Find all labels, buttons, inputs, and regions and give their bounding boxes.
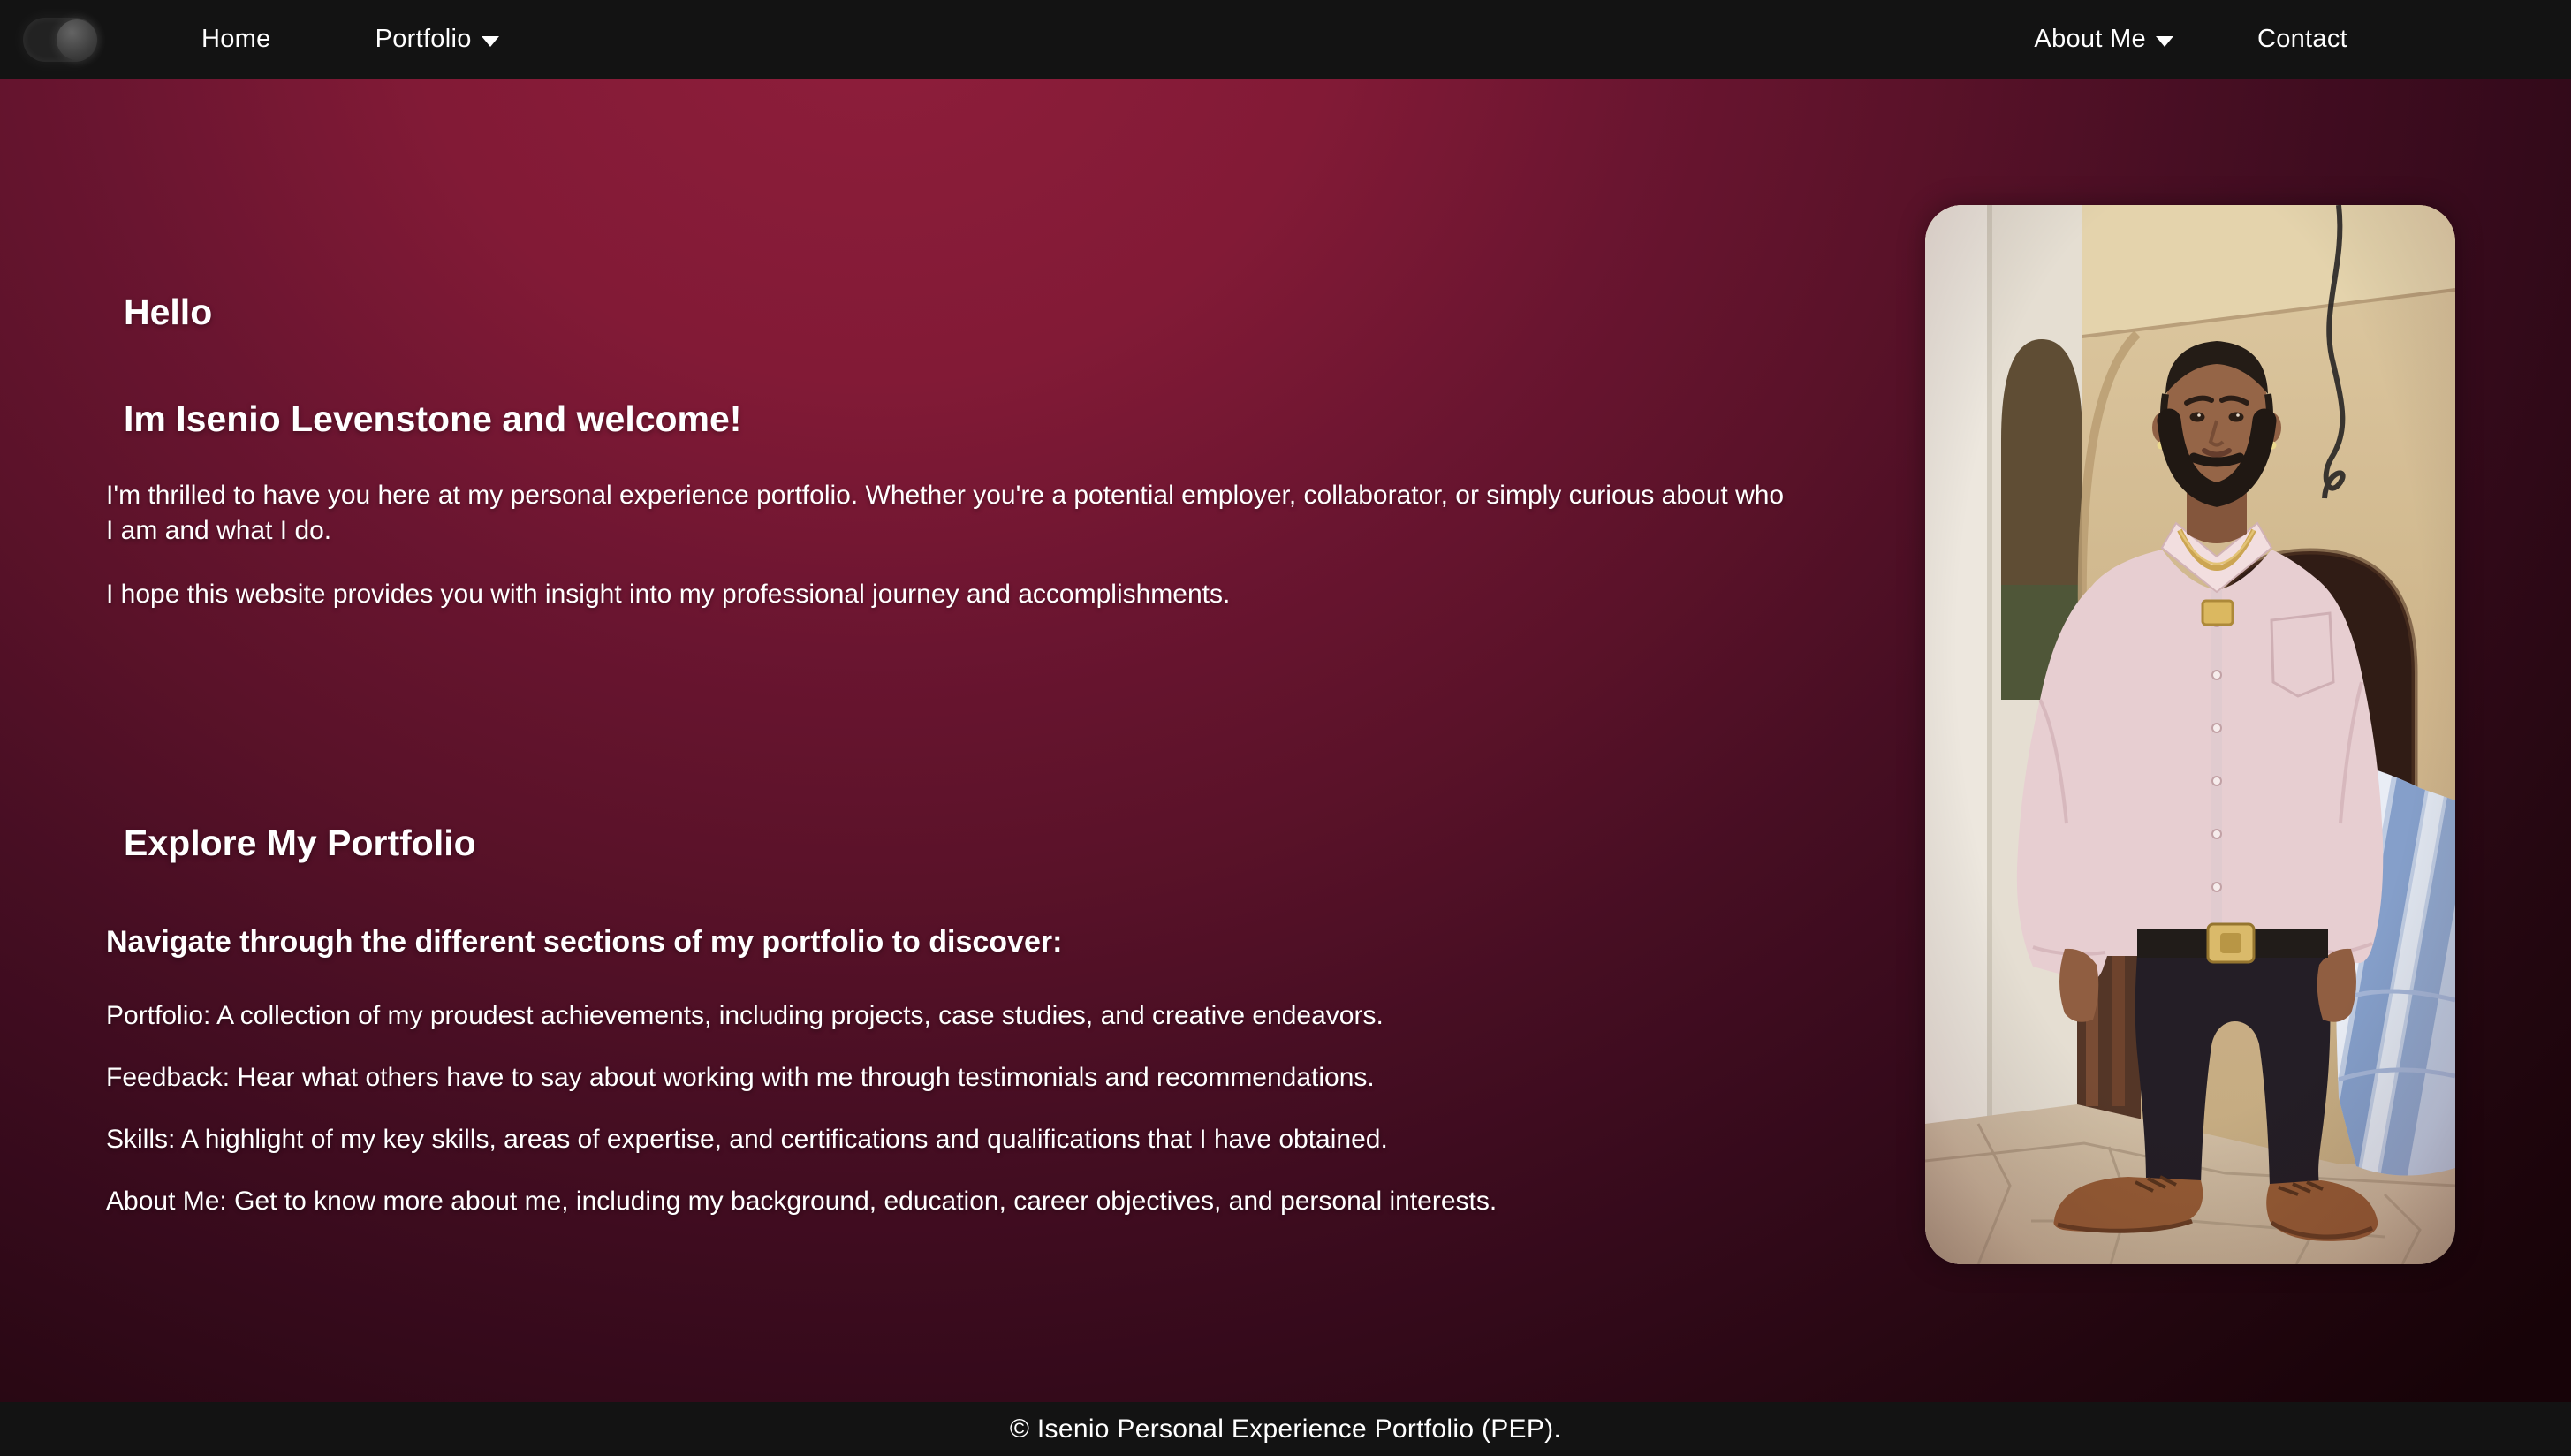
greeting-heading: Hello	[124, 292, 213, 332]
navbar-left	[23, 18, 499, 62]
navbar	[0, 0, 2571, 79]
welcome-heading: Im Isenio Levenstone and welcome!	[124, 398, 742, 439]
footer	[0, 1402, 2571, 1456]
footer-copyright: © Isenio Personal Experience Portfolio (PEP).	[1009, 1414, 1562, 1444]
explore-heading: Explore My Portfolio	[124, 823, 476, 863]
chevron-down-icon	[2156, 36, 2173, 47]
nav-link-portfolio-label: Portfolio	[375, 25, 472, 53]
nav-link-contact[interactable]	[2257, 27, 2347, 52]
navigate-heading: Navigate through the different sections of my portfolio to discover:	[106, 925, 1063, 959]
theme-toggle-knob	[57, 19, 97, 60]
portrait-photo	[1925, 205, 2455, 1264]
nav-link-contact-label: Contact	[2256, 25, 2347, 53]
nav-link-about-me[interactable]	[2034, 27, 2173, 52]
nav-link-home[interactable]	[201, 27, 271, 52]
theme-toggle[interactable]	[23, 18, 97, 62]
nav-link-home-label: Home	[201, 25, 271, 53]
portfolio-item: Skills: A highlight of my key skills, areas of expertise, and certifications and qualifications that I have obtained.	[106, 1125, 1388, 1154]
intro-content	[106, 79, 1794, 1219]
portfolio-item: About Me: Get to know more about me, including my background, education, career objectives, and personal interests.	[106, 1187, 1498, 1216]
chevron-down-icon	[482, 36, 499, 47]
portrait-photo-illustration	[1925, 205, 2455, 1264]
nav-link-portfolio[interactable]	[375, 27, 499, 52]
intro-paragraph: I hope this website provides you with insight into my professional journey and accomplishments.	[106, 580, 1231, 609]
nav-link-about-me-label: About Me	[2034, 25, 2146, 53]
navbar-right	[2034, 27, 2571, 52]
main-hero-section	[0, 79, 2571, 1402]
portfolio-item: Feedback: Hear what others have to say about working with me through testimonials and recommendations.	[106, 1063, 1375, 1092]
portfolio-item: Portfolio: A collection of my proudest achievements, including projects, case studies, and creative endeavors.	[106, 1001, 1384, 1030]
intro-paragraph: I'm thrilled to have you here at my personal experience portfolio. Whether you're a potential employer, collaborator, or simply curious about who I am and what I do.	[106, 481, 1785, 545]
